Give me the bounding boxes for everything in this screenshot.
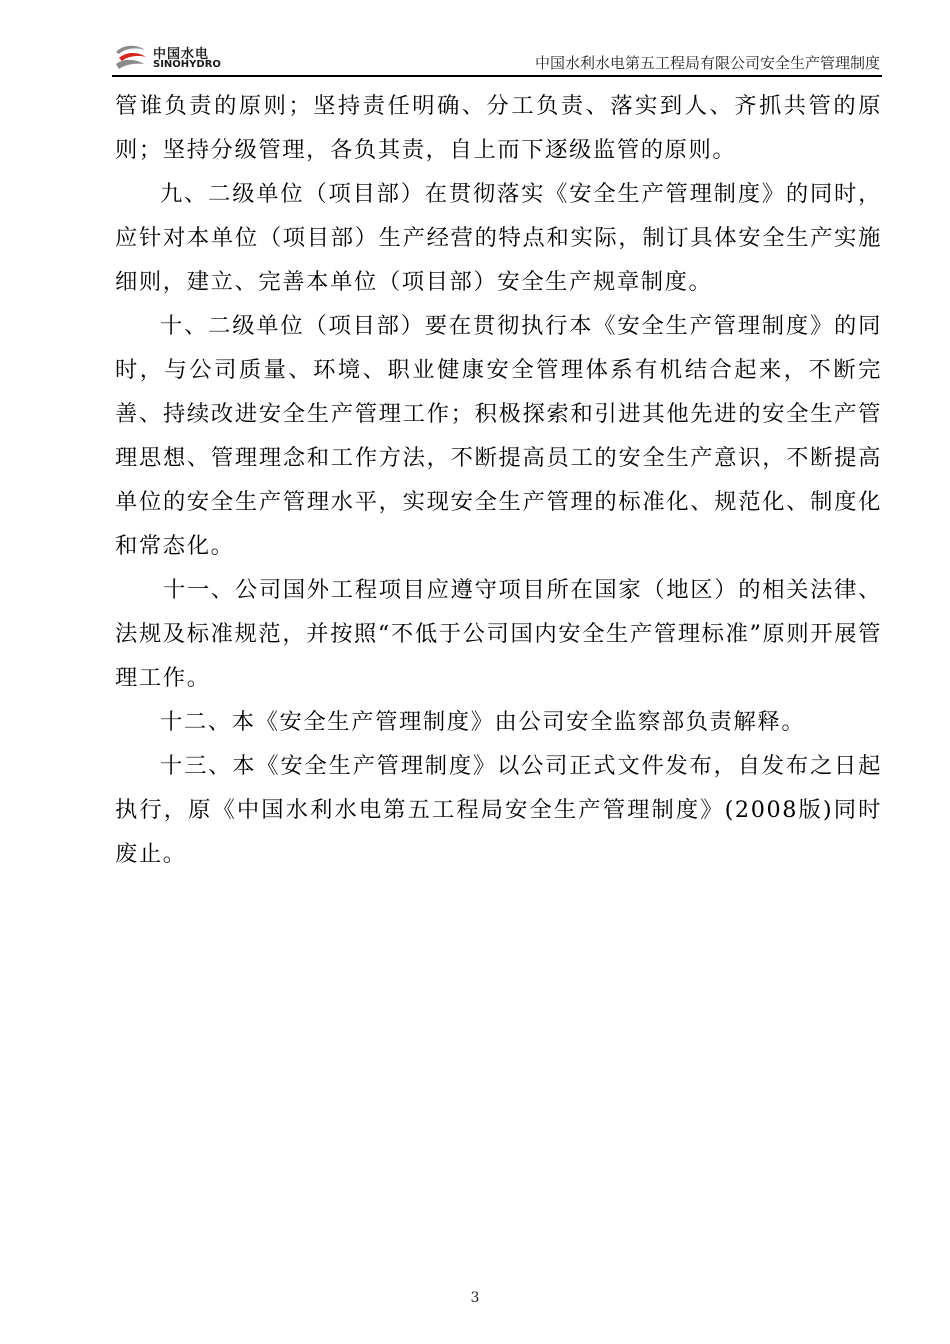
header-divider: [112, 75, 882, 77]
sinohydro-logo-icon: [113, 42, 149, 72]
page-number: 3: [470, 1290, 480, 1306]
paragraph-article-12: 十二、本《安全生产管理制度》由公司安全监察部负责解释。: [160, 709, 806, 735]
logo-chinese-text: 中国水电: [153, 47, 210, 62]
logo-english-text: SINOHYDRO: [153, 59, 221, 70]
document-body: [115, 84, 882, 876]
header-title: 中国水利水电第五工程局有限公司安全生产管理制度: [534, 54, 880, 72]
paragraph-article-13: 十三、本《安全生产管理制度》以公司正式文件发布，自发布之日起执行，原《中国水利水电第五工程局安全生产管理制度》(2008版)同时废止。: [115, 753, 882, 867]
paragraph-article-11: 十一、公司国外工程项目应遵守项目所在国家（地区）的相关法律、法规及标准规范，并按照“不低于公司国内安全生产管理标准”原则开展管理工作。: [115, 577, 882, 691]
paragraph-article-9: 九、二级单位（项目部）在贯彻落实《安全生产管理制度》的同时，应针对本单位（项目部）生产经营的特点和实际，制订具体安全生产实施细则，建立、完善本单位（项目部）安全生产规章制度。: [115, 181, 882, 295]
company-logo: [113, 40, 233, 74]
paragraph-continuation: 管谁负责的原则；坚持责任明确、分工负责、落实到人、齐抓共管的原则；坚持分级管理，各负其责，自上而下逐级监管的原则。: [115, 93, 882, 163]
paragraph-article-10: 十、二级单位（项目部）要在贯彻执行本《安全生产管理制度》的同时，与公司质量、环境、职业健康安全管理体系有机结合起来，不断完善、持续改进安全生产管理工作；积极探索和引进其他先进的安全生产管理思想、管理理念和工作方法，不断提高员工的安全生产意识，不断提高单位的安全生产管理水平，实现安全生产管理的标准化、规范化、制度化和常态化。: [115, 313, 882, 559]
